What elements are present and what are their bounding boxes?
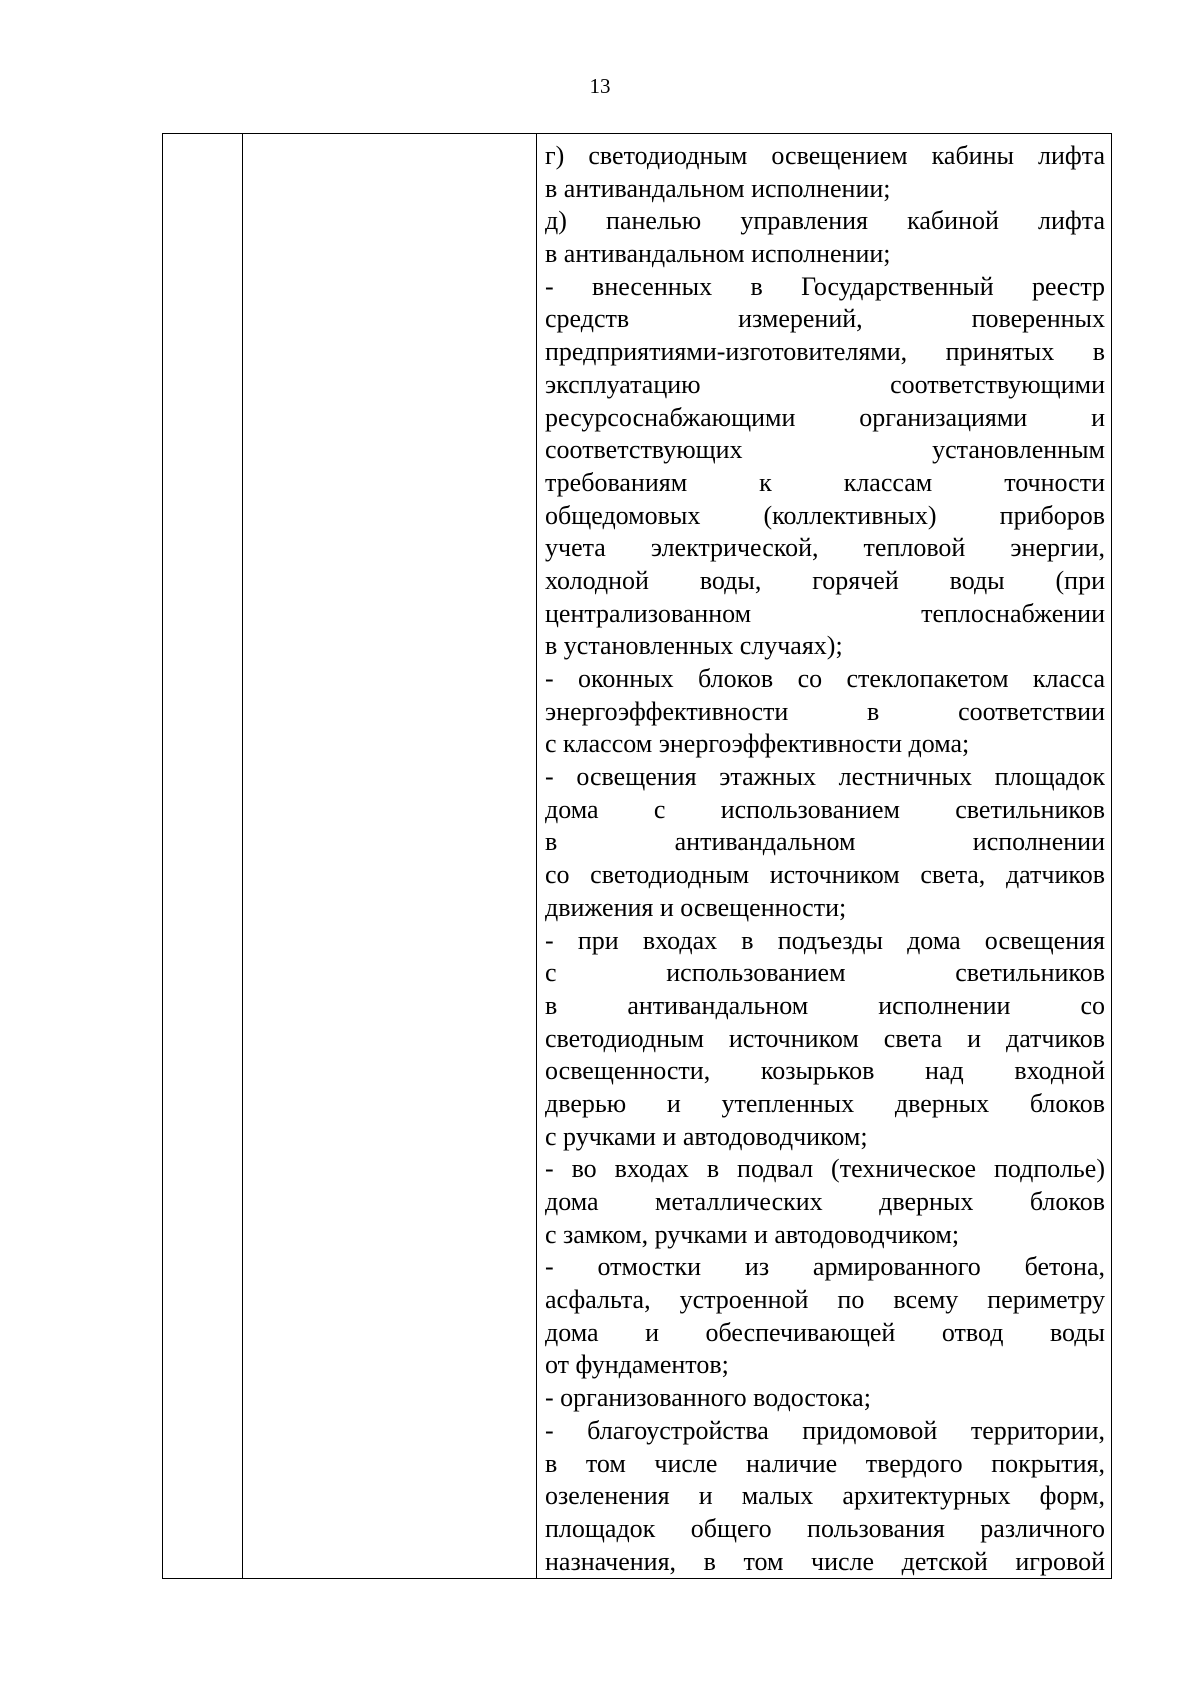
description-line: от фундаментов;	[545, 1350, 729, 1380]
description-line: г) светодиодным освещением кабины лифта	[545, 141, 1105, 170]
description-line: со светодиодным источником света, датчиков	[545, 860, 1105, 890]
table-row	[163, 134, 1112, 1579]
description-line: энергоэффективности в соответствии	[545, 696, 1105, 726]
description-line: - отмостки из армированного бетона,	[545, 1252, 1105, 1282]
table-cell-title	[243, 134, 537, 1579]
description-line: в установленных случаях);	[545, 631, 843, 661]
description-line: соответствующих установленным	[545, 435, 1105, 465]
description-line: в антивандальном исполнении;	[545, 239, 891, 269]
description-line: дома металлических дверных блоков	[545, 1187, 1105, 1216]
description-line: дома с использованием светильников	[545, 794, 1105, 824]
description-line: с ручками и автодоводчиком;	[545, 1121, 868, 1151]
description-line: - освещения этажных лестничных площадок	[545, 762, 1105, 792]
description-line: в антивандальном исполнении;	[545, 173, 891, 203]
description-line: светодиодным источником света и датчиков	[545, 1023, 1105, 1053]
description-line: с использованием светильников	[545, 958, 1105, 988]
description-line: ресурсоснабжающими организациями и	[545, 402, 1105, 432]
description-line: учета электрической, тепловой энергии,	[545, 533, 1105, 563]
description-line: дверью и утепленных дверных блоков	[545, 1088, 1105, 1118]
description-line: в том числе наличие твердого покрытия,	[545, 1448, 1105, 1478]
description-line: - оконных блоков со стеклопакетом класса	[545, 664, 1105, 693]
description-line: - организованного водостока;	[545, 1383, 871, 1413]
description-line: в антивандальном исполнении со	[545, 990, 1105, 1020]
description-line: площадок общего пользования различного	[545, 1513, 1105, 1543]
description-line: дома и обеспечивающей отвод воды	[545, 1317, 1105, 1347]
description-line: д) панелью управления кабиной лифта	[545, 206, 1105, 236]
description-line: с классом энергоэффективности дома;	[545, 729, 970, 759]
description-line: средств измерений, поверенных	[545, 304, 1105, 334]
description-line: эксплуатацию соответствующими	[545, 369, 1105, 399]
description-text	[537, 134, 1111, 1578]
description-line: движения и освещенности;	[545, 892, 847, 922]
requirements-table	[162, 133, 1112, 1579]
description-line: освещенности, козырьков над входной	[545, 1056, 1105, 1086]
table-cell-description	[537, 134, 1112, 1579]
description-line: - благоустройства придомовой территории,	[545, 1415, 1105, 1445]
description-line: требованиям к классам точности	[545, 467, 1105, 497]
description-line: предприятиями-изготовителями, принятых в	[545, 337, 1105, 367]
description-line: централизованном теплоснабжении	[545, 598, 1105, 628]
description-line: озеленения и малых архитектурных форм,	[545, 1481, 1105, 1511]
description-line: - при входах в подъезды дома освещения	[545, 925, 1105, 955]
description-line: общедомовых (коллективных) приборов	[545, 500, 1105, 530]
description-line: асфальта, устроенной по всему периметру	[545, 1285, 1105, 1315]
description-line: с замком, ручками и автодоводчиком;	[545, 1219, 960, 1249]
description-line: - во входах в подвал (техническое подполье)	[545, 1154, 1105, 1184]
page-number: 13	[589, 74, 611, 98]
table-cell-number	[163, 134, 243, 1579]
description-line: холодной воды, горячей воды (при	[545, 565, 1105, 595]
description-line: назначения, в том числе детской игровой	[545, 1546, 1105, 1576]
description-line: в антивандальном исполнении	[545, 827, 1105, 857]
description-line: - внесенных в Государственный реестр	[545, 271, 1105, 301]
